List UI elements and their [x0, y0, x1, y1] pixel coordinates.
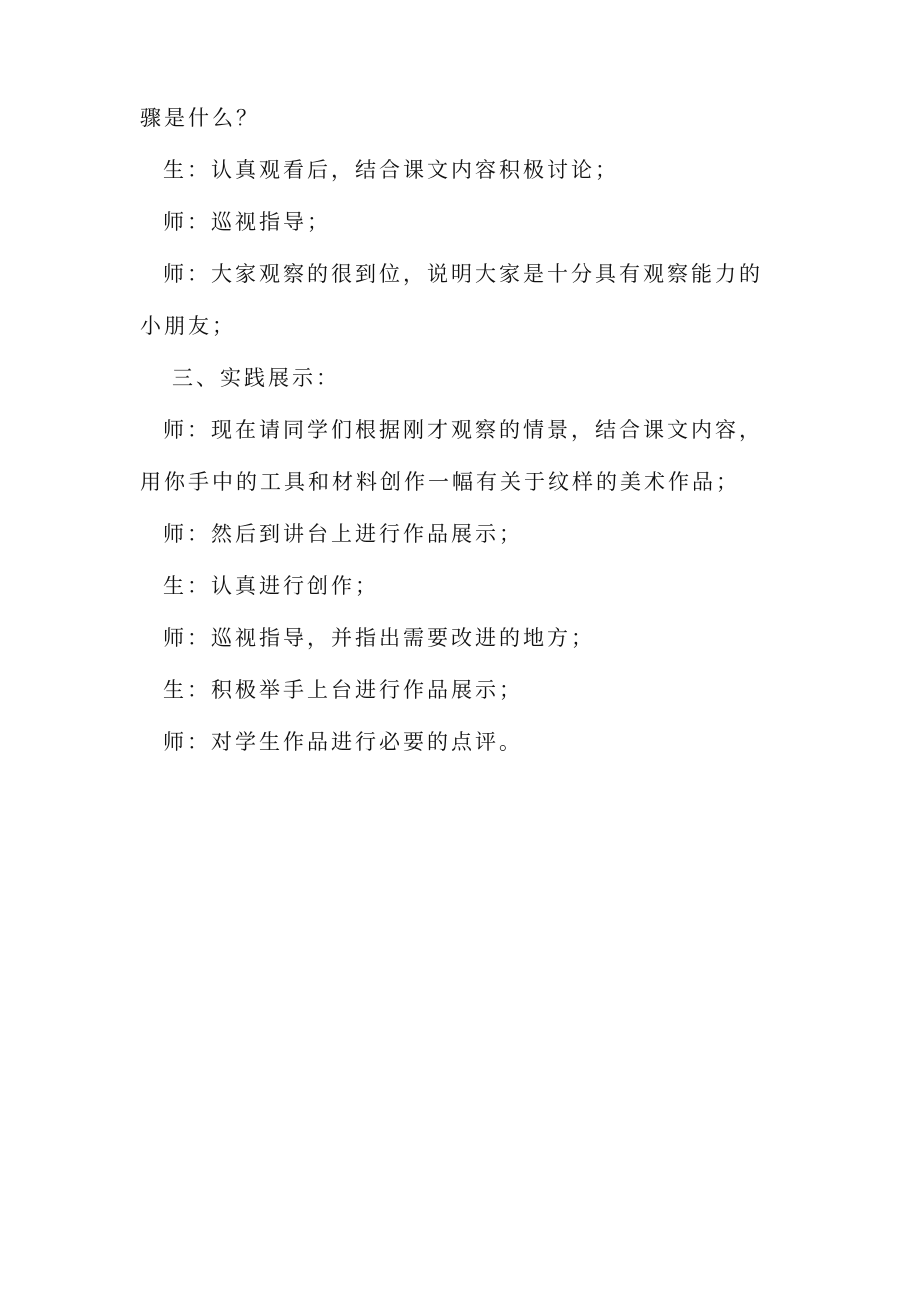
section-heading: 三、实践展示： — [172, 366, 340, 390]
teacher-line: 师：对学生作品进行必要的点评。 — [163, 730, 523, 754]
lesson-text-body — [140, 92, 763, 768]
continuation-line: 骤是什么？ — [140, 106, 260, 130]
teacher-line: 师：巡视指导，并指出需要改进的地方； — [163, 626, 595, 650]
teacher-line: 师：然后到讲台上进行作品展示； — [163, 522, 523, 546]
student-line: 生：积极举手上台进行作品展示； — [163, 678, 523, 702]
teacher-line: 师：巡视指导； — [163, 210, 331, 234]
continuation-line: 用你手中的工具和材料创作一幅有关于纹样的美术作品； — [140, 470, 740, 494]
teacher-line: 师：大家观察的很到位，说明大家是十分具有观察能力的 — [163, 262, 763, 286]
continuation-line: 小朋友； — [140, 314, 236, 338]
teacher-line: 师：现在请同学们根据刚才观察的情景，结合课文内容， — [163, 418, 763, 442]
student-line: 生：认真观看后，结合课文内容积极讨论； — [163, 158, 619, 182]
student-line: 生：认真进行创作； — [163, 574, 379, 598]
